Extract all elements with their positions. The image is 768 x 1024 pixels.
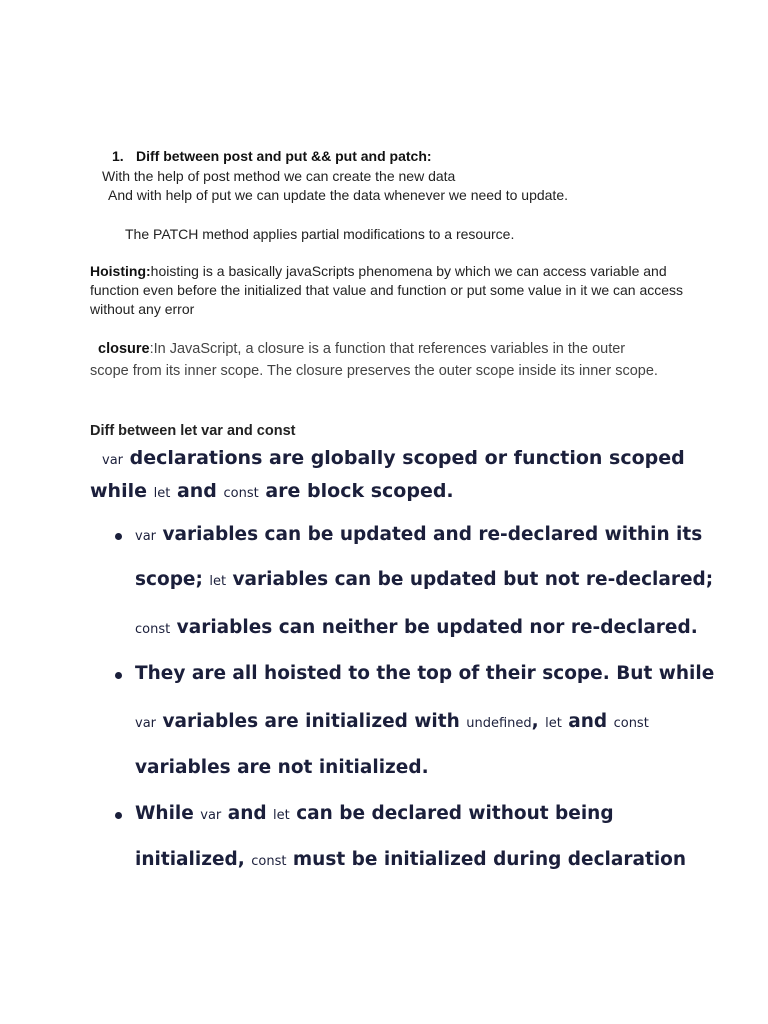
bullet2-line2 (135, 711, 649, 732)
bullet3-text-2: and (221, 803, 274, 824)
bullet2-line3: variables are not initialized. (135, 757, 429, 778)
bullet-dot-icon (115, 672, 122, 679)
hoisting-term: Hoisting: (90, 263, 151, 279)
intro-text-1: declarations are globally scoped or function scoped (123, 447, 685, 469)
bullet1-text-3: variables can be updated but not re-declared; (226, 569, 714, 590)
bullet3-text-3: can be declared without being (289, 803, 614, 824)
let-var-const-heading: Diff between let var and const (90, 423, 296, 439)
keyword-var: var (135, 529, 157, 544)
keyword-undefined: undefined (466, 716, 532, 731)
bullet2-text-3: , (531, 711, 546, 732)
bullet1-text-1: variables can be updated and re-declared within its (156, 524, 703, 545)
bullet-dot-icon (115, 533, 122, 540)
bullet1-text-2: scope; (135, 569, 210, 590)
intro-text-4: are block scoped. (258, 480, 454, 502)
keyword-var: var (102, 453, 124, 468)
keyword-let: let (153, 486, 171, 501)
bullet3-text-1: While (135, 803, 201, 824)
closure-term: closure (98, 341, 150, 357)
bullet2-text-4: and (561, 711, 614, 732)
post-description: With the help of post method we can create the new data (102, 168, 456, 184)
closure-paragraph (90, 338, 660, 382)
hoisting-text: hoisting is a basically javaScripts phenomena by which we can access variable and function even before the initialized that value and function or put some value in it we can access without any error (90, 263, 684, 317)
heading-text: Diff between post and put && put and patch: (136, 148, 432, 164)
intro-text-3: and (170, 480, 224, 502)
bullet1-line1 (135, 524, 702, 545)
bullet-dot-icon (115, 812, 122, 819)
keyword-let: let (209, 574, 227, 589)
bullet2-text-2: variables are initialized with (156, 711, 467, 732)
keyword-var: var (200, 808, 222, 823)
bullet3-line2 (135, 849, 686, 870)
bullet1-line2 (135, 569, 713, 590)
post-put-patch-heading (112, 148, 432, 164)
bullet3-text-4: initialized, (135, 849, 252, 870)
keyword-let: let (273, 808, 290, 823)
keyword-const: const (613, 716, 649, 731)
bullet2-line1: They are all hoisted to the top of their scope. But while (135, 663, 715, 684)
keyword-const: const (251, 854, 287, 869)
put-description: And with help of put we can update the data whenever we need to update. (108, 187, 568, 203)
intro-text-2: while (90, 480, 154, 502)
keyword-var: var (135, 716, 157, 731)
bullet1-line3 (135, 617, 698, 638)
closure-text: :In JavaScript, a closure is a function that references variables in the outer scope from its inner scope. The closure preserves the outer scope inside its inner scope. (90, 341, 658, 379)
hoisting-paragraph (90, 262, 690, 319)
list-number: 1. (112, 148, 124, 164)
bullet3-text-5: must be initialized during declaration (286, 849, 687, 870)
keyword-const: const (135, 622, 171, 637)
intro-line-1 (102, 447, 685, 469)
keyword-const: const (223, 486, 259, 501)
bullet3-line1 (135, 803, 614, 824)
keyword-let: let (545, 716, 562, 731)
patch-description: The PATCH method applies partial modifications to a resource. (125, 226, 515, 242)
intro-line-2 (90, 480, 454, 502)
bullet1-text-4: variables can neither be updated nor re-declared. (170, 617, 698, 638)
